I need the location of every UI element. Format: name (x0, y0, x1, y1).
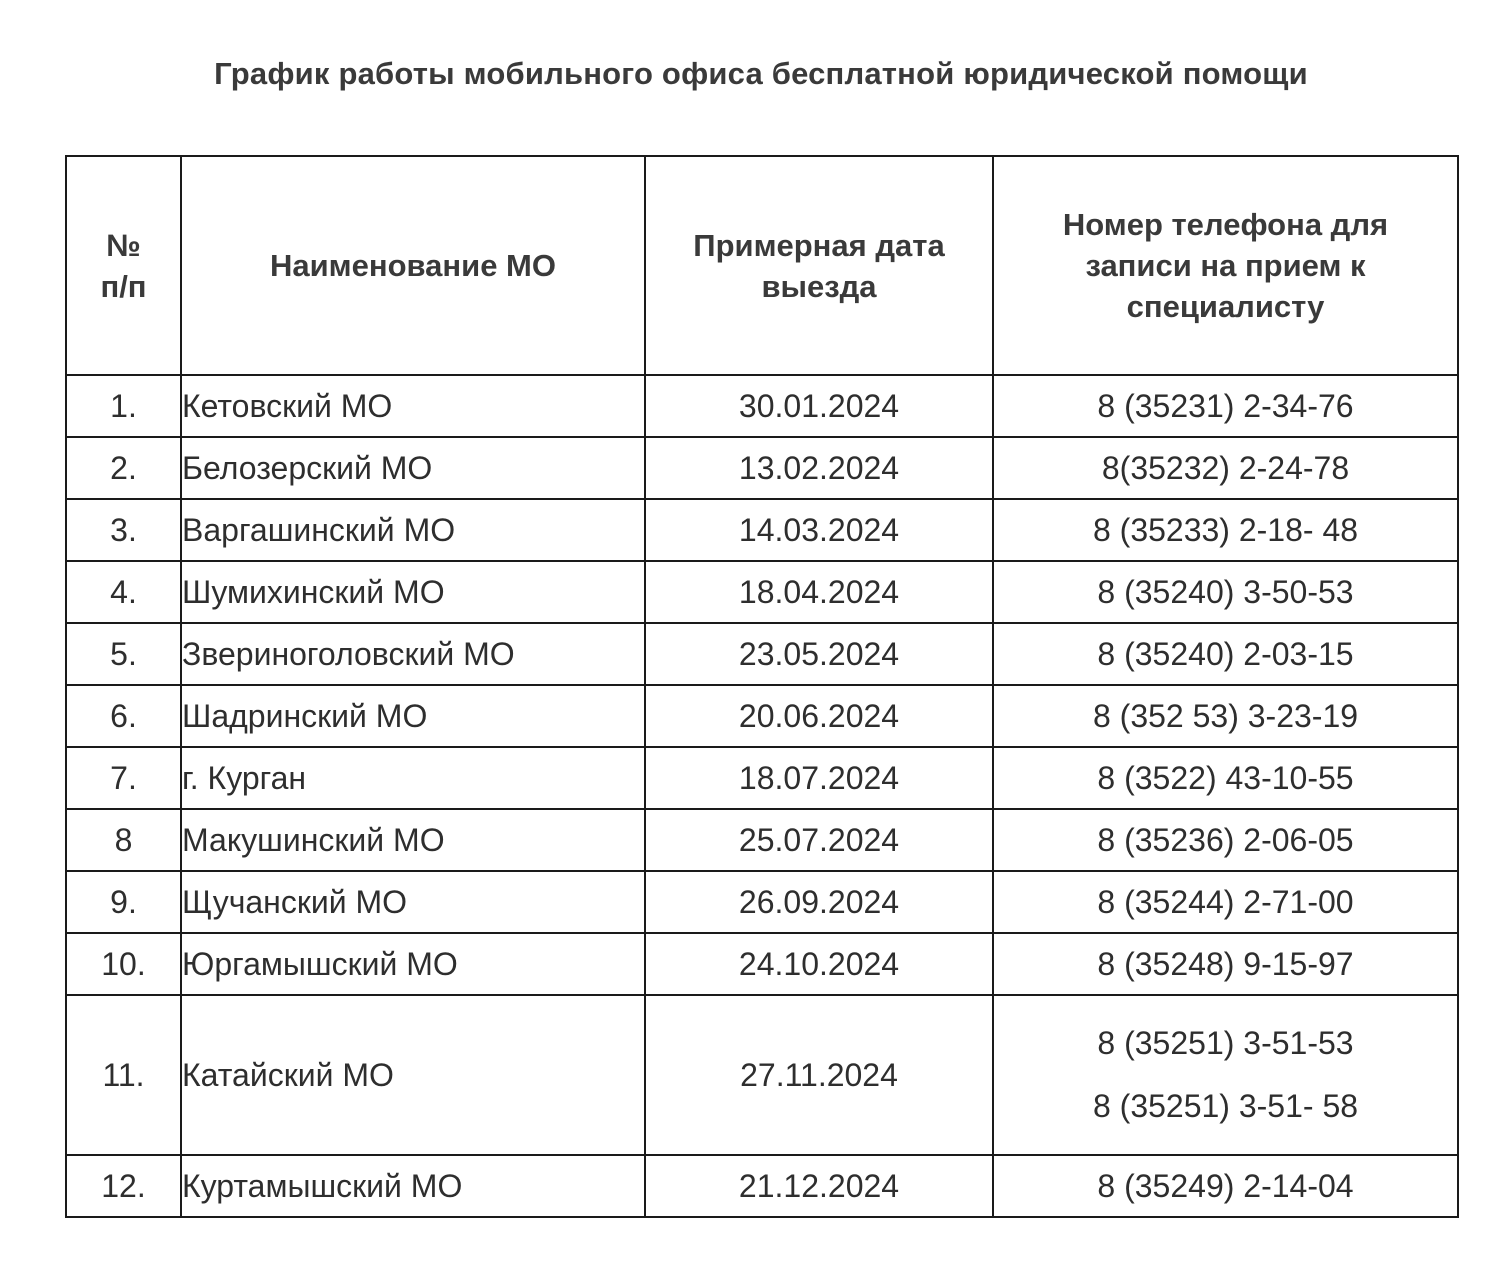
row-municipality: Юргамышский МО (181, 933, 645, 995)
row-phone: 8 (35240) 2-03-15 (993, 623, 1458, 685)
row-phone: 8 (3522) 43-10-55 (993, 747, 1458, 809)
row-date: 20.06.2024 (645, 685, 993, 747)
row-date: 24.10.2024 (645, 933, 993, 995)
header-phone-line2: записи на прием к (1085, 248, 1366, 283)
row-phone: 8 (35233) 2-18- 48 (993, 499, 1458, 561)
row-number: 12. (66, 1155, 181, 1217)
row-phone-secondary: 8 (35251) 3-51- 58 (1092, 1088, 1359, 1124)
row-phone: 8 (35248) 9-15-97 (993, 933, 1458, 995)
row-municipality: Звериноголовский МО (181, 623, 645, 685)
header-date (645, 156, 993, 375)
row-number: 9. (66, 871, 181, 933)
table-row (66, 995, 1458, 1155)
row-date: 26.09.2024 (645, 871, 993, 933)
row-municipality: Куртамышский МО (181, 1155, 645, 1217)
row-phone: 8 (35236) 2-06-05 (993, 809, 1458, 871)
header-name-text: Наименование МО (270, 248, 556, 283)
header-number-line1: № (106, 227, 141, 263)
row-municipality: Щучанский МО (181, 871, 645, 933)
row-number: 11. (66, 995, 181, 1155)
row-phone: 8 (35251) 3-51-53 (1097, 1025, 1354, 1061)
table-row (66, 809, 1458, 871)
row-phone: 8 (352 53) 3-23-19 (993, 685, 1458, 747)
header-phone-line1: Номер телефона для (1062, 207, 1389, 242)
table-header-row (66, 156, 1458, 375)
row-number: 7. (66, 747, 181, 809)
table-row (66, 561, 1458, 623)
row-municipality: Шадринский МО (181, 685, 645, 747)
row-date: 21.12.2024 (645, 1155, 993, 1217)
table-row (66, 1155, 1458, 1217)
row-date: 23.05.2024 (645, 623, 993, 685)
row-municipality: Макушинский МО (181, 809, 645, 871)
row-number: 6. (66, 685, 181, 747)
row-date: 25.07.2024 (645, 809, 993, 871)
row-phone: 8 (35231) 2-34-76 (993, 375, 1458, 437)
table-row (66, 499, 1458, 561)
row-date: 27.11.2024 (645, 995, 993, 1155)
row-municipality: Белозерский МО (181, 437, 645, 499)
row-municipality: Катайский МО (181, 995, 645, 1155)
row-number: 1. (66, 375, 181, 437)
row-phone: 8 (35244) 2-71-00 (993, 871, 1458, 933)
table-row (66, 685, 1458, 747)
row-municipality: Варгашинский МО (181, 499, 645, 561)
document-title: График работы мобильного офиса бесплатной юридической помощи (214, 56, 1308, 91)
row-phone-pair (993, 995, 1458, 1155)
row-phone: 8 (35240) 3-50-53 (993, 561, 1458, 623)
row-phone: 8(35232) 2-24-78 (993, 437, 1458, 499)
row-phone: 8 (35249) 2-14-04 (993, 1155, 1458, 1217)
header-phone-line3: специалисту (1126, 289, 1325, 324)
row-number: 5. (66, 623, 181, 685)
row-number: 8 (66, 809, 181, 871)
row-date: 18.04.2024 (645, 561, 993, 623)
header-name (181, 156, 645, 375)
row-number: 3. (66, 499, 181, 561)
table-row (66, 375, 1458, 437)
row-municipality: Кетовский МО (181, 375, 645, 437)
row-municipality: Шумихинский МО (181, 561, 645, 623)
row-date: 14.03.2024 (645, 499, 993, 561)
row-municipality: г. Курган (181, 747, 645, 809)
header-date-line1: Примерная дата (693, 227, 945, 263)
row-date: 30.01.2024 (645, 375, 993, 437)
row-number: 2. (66, 437, 181, 499)
table-row (66, 623, 1458, 685)
table-row (66, 871, 1458, 933)
table-row (66, 933, 1458, 995)
header-number (66, 156, 181, 375)
row-number: 4. (66, 561, 181, 623)
row-date: 13.02.2024 (645, 437, 993, 499)
phone-spacer (994, 1062, 1457, 1088)
row-date: 18.07.2024 (645, 747, 993, 809)
table-row (66, 437, 1458, 499)
header-date-line2: выезда (761, 268, 877, 304)
header-phone (993, 156, 1458, 375)
header-number-line2: п/п (100, 268, 147, 304)
row-number: 10. (66, 933, 181, 995)
schedule-table (65, 155, 1459, 1218)
table-row (66, 747, 1458, 809)
